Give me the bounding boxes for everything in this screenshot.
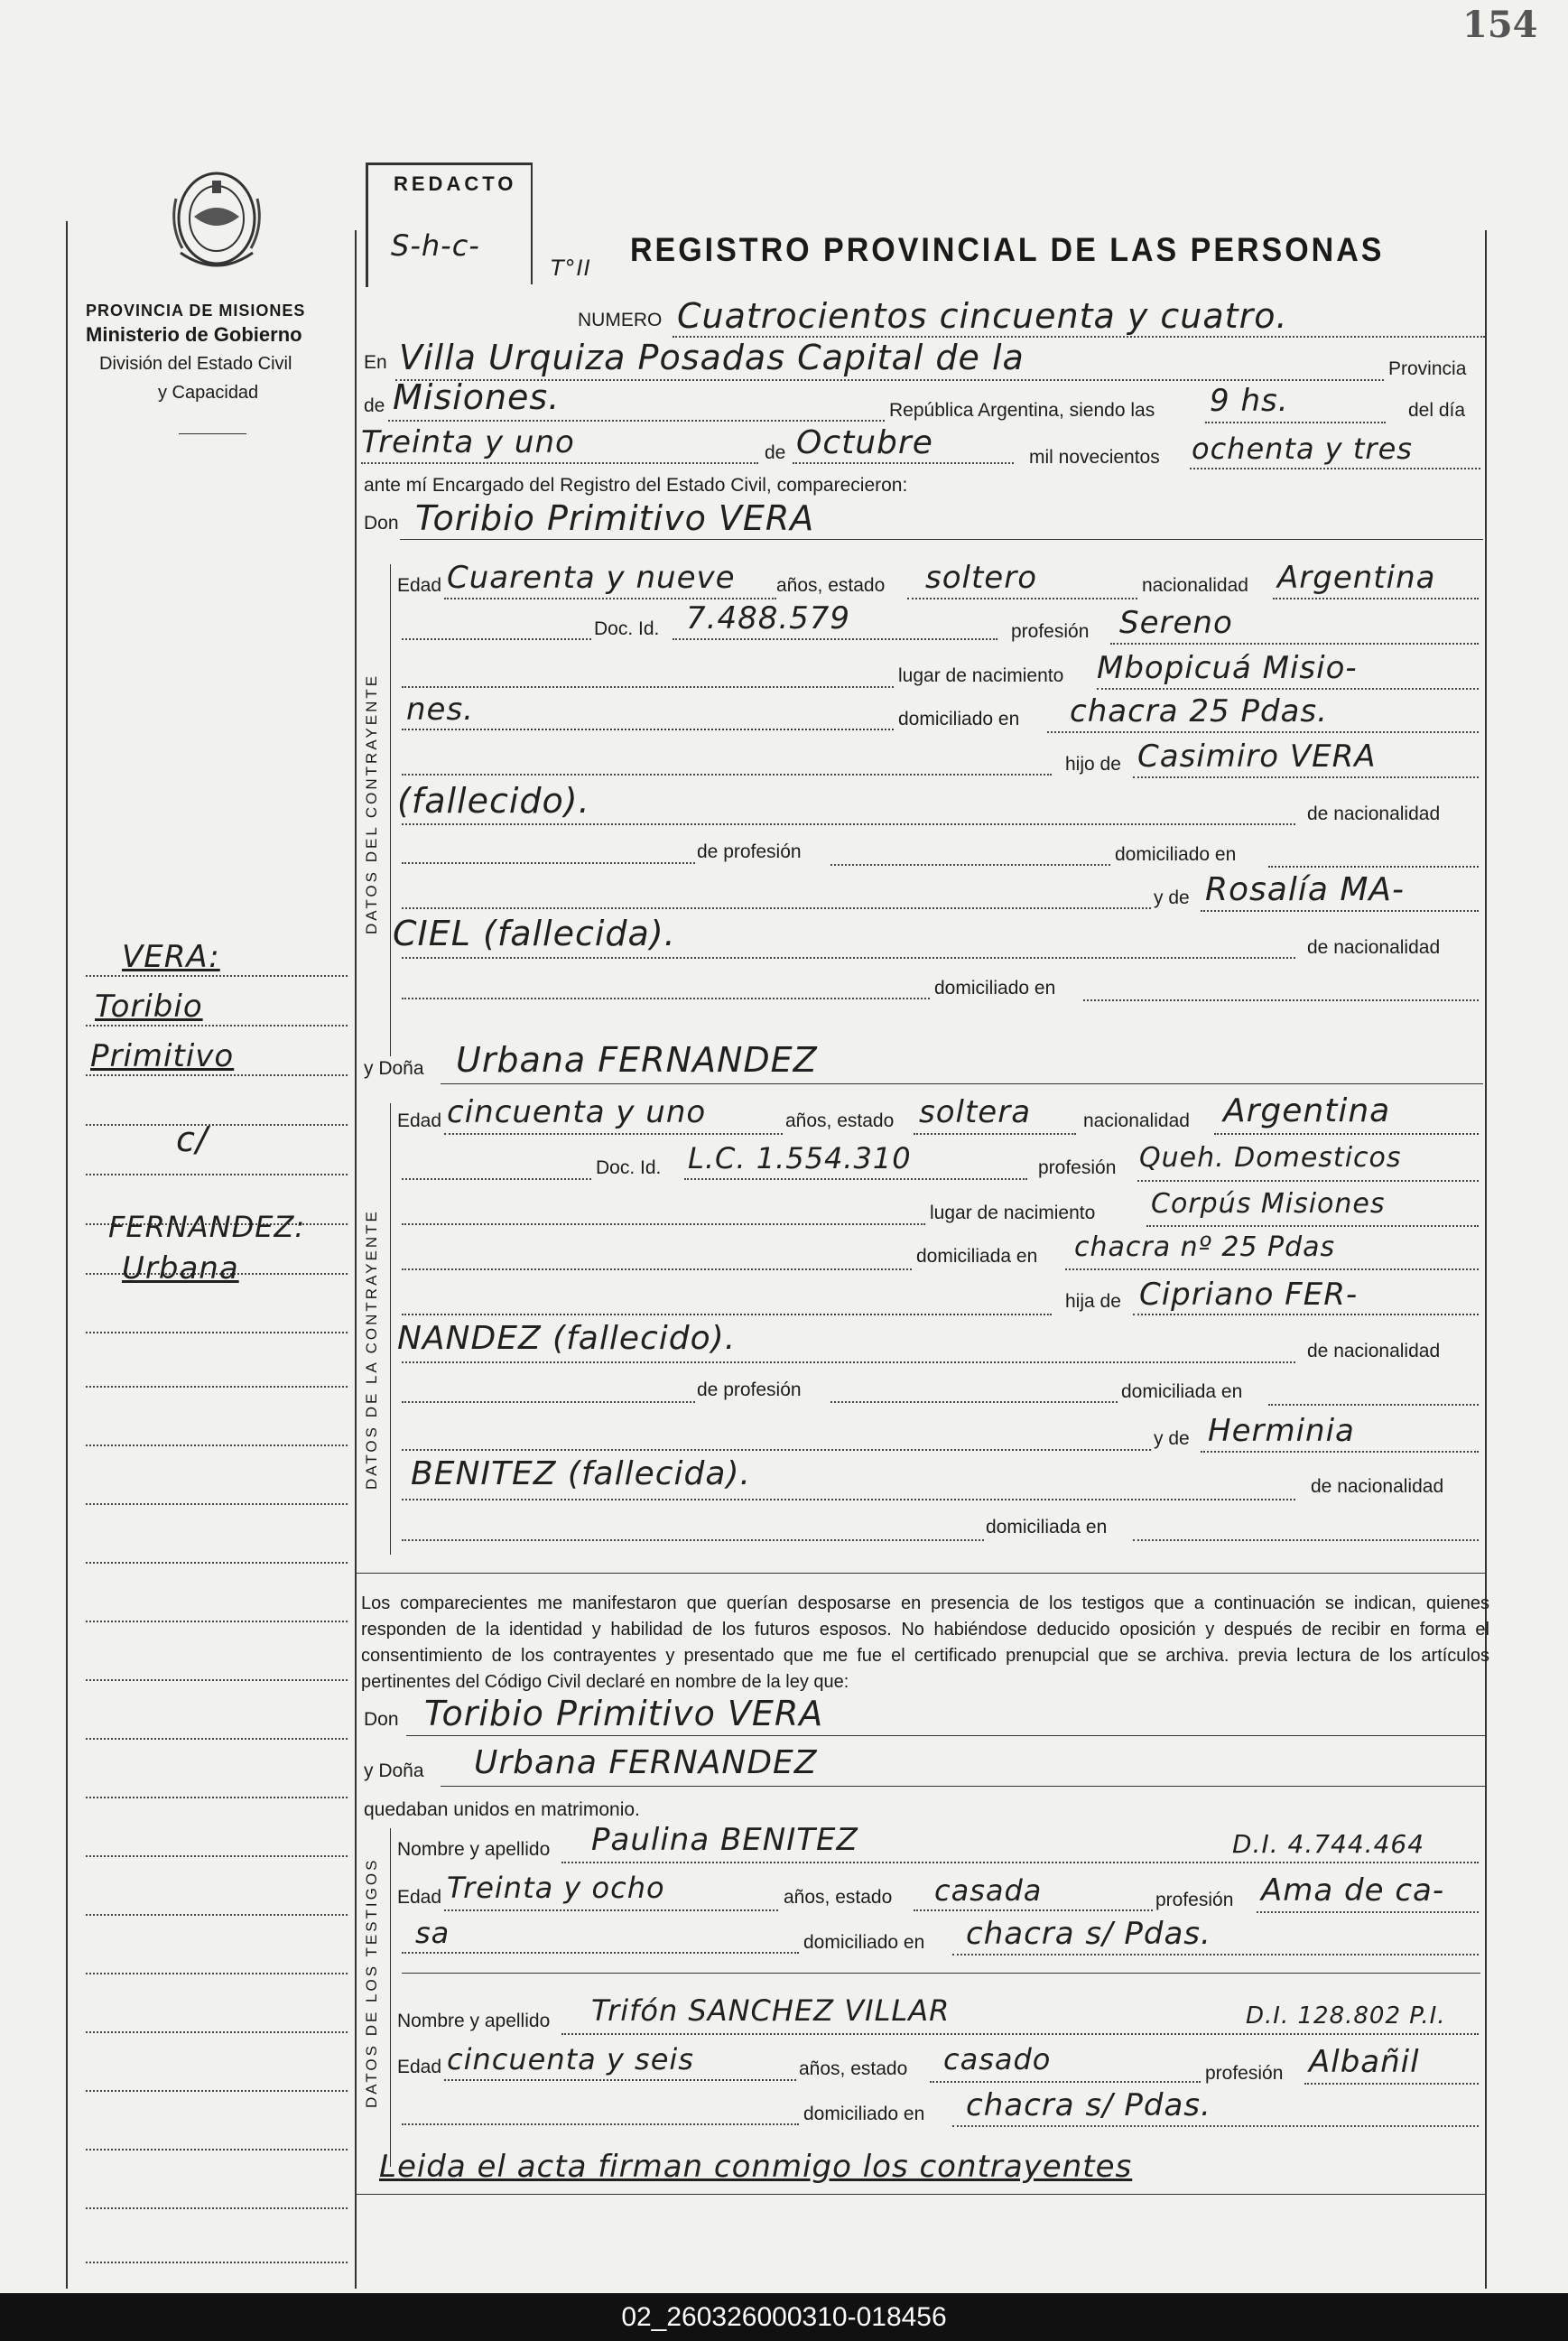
c2-madre-cont: BENITEZ (fallecida). <box>411 1455 751 1492</box>
c2-de-nac-2: de nacionalidad <box>1311 1476 1444 1497</box>
t1-edad: Treinta y ocho <box>447 1871 665 1905</box>
hora-value: 9 hs. <box>1210 383 1289 419</box>
ante-text: ante mí Encargado del Registro del Estado Civil, comparecieron: <box>364 475 908 496</box>
de-value: Misiones. <box>393 377 561 417</box>
c1-dom-en: domiciliado en <box>1115 844 1237 865</box>
t2-doc: D.I. 128.802 P.I. <box>1246 2002 1446 2030</box>
dona-label: y Doña <box>364 1058 424 1079</box>
provincia-label: Provincia <box>1388 358 1467 379</box>
c2-profesion: Queh. Domesticos <box>1139 1142 1402 1174</box>
t2-edad: cincuenta y seis <box>447 2042 694 2076</box>
c2-edad: cincuenta y uno <box>447 1094 707 1130</box>
document-id: 02_260326000310-018456 <box>621 2302 947 2332</box>
t1-dom-label: domiciliado en <box>803 1932 925 1953</box>
c2-dom-en: domiciliada en <box>1121 1381 1243 1402</box>
declaration-top-rule <box>355 1573 1485 1574</box>
t2-estado: casado <box>943 2042 1052 2076</box>
c1-estado: soltero <box>925 560 1037 596</box>
c1-section-label: DATOS DEL CONTRAYENTE <box>363 673 380 934</box>
quedaban-text: quedaban unidos en matrimonio. <box>364 1799 640 1820</box>
c2-edad-label: Edad <box>397 1110 442 1131</box>
c2-hija-label: hija de <box>1065 1291 1121 1312</box>
del-dia-label: del día <box>1408 400 1466 421</box>
c1-domicilio: chacra 25 Pdas. <box>1070 693 1328 729</box>
decl-dona-label: y Doña <box>364 1760 424 1781</box>
t1-prof-label: profesión <box>1155 1890 1234 1910</box>
document-id-bar <box>0 2293 1568 2341</box>
dona-value: Urbana FERNANDEZ <box>456 1040 818 1080</box>
republica-text: República Argentina, siendo las <box>889 400 1155 421</box>
t2-profesion: Albañil <box>1309 2044 1420 2080</box>
c1-edad: Cuarenta y nueve <box>447 560 736 596</box>
decl-don-underline <box>406 1735 1485 1736</box>
dia-value: Treinta y uno <box>361 424 575 460</box>
margin-note-line4: c/ <box>176 1119 209 1159</box>
decl-don-label: Don <box>364 1709 399 1730</box>
c1-y-de: y de <box>1154 887 1190 908</box>
c2-dom-label: domiciliada en <box>916 1246 1038 1267</box>
c2-de-nac: de nacionalidad <box>1307 1341 1441 1361</box>
closing-line: Leida el acta firman conmigo los contrayentes <box>379 2149 1133 2185</box>
c2-estado: soltera <box>919 1094 1032 1130</box>
tomo-mark: T°II <box>551 255 591 281</box>
t1-estado: casada <box>934 1873 1043 1908</box>
don-label: Don <box>364 513 399 534</box>
t1-doc: D.I. 4.744.464 <box>1232 1829 1425 1859</box>
redacto-box <box>366 163 533 287</box>
main-right-rule <box>1485 230 1487 2289</box>
agency-province: PROVINCIA DE MISIONES <box>86 302 306 320</box>
c1-madre: Rosalía MA- <box>1205 871 1406 908</box>
agency-ministry: Ministerio de Gobierno <box>86 323 302 346</box>
c1-block-rule <box>390 564 391 1056</box>
t1-prof-cont: sa <box>415 1916 450 1950</box>
c2-dom-en-2: domiciliada en <box>986 1517 1108 1537</box>
page-number: 154 <box>1462 4 1538 46</box>
document-title: REGISTRO PROVINCIAL DE LAS PERSONAS <box>630 231 1385 269</box>
c2-section-label: DATOS DE LA CONTRAYENTE <box>363 1209 380 1490</box>
c1-doc: 7.488.579 <box>686 600 851 636</box>
t1-nombre-label: Nombre y apellido <box>397 1839 551 1860</box>
anio-value: ochenta y tres <box>1192 432 1413 466</box>
c1-de-nac: de nacionalidad <box>1307 804 1441 824</box>
c1-de-nac-2: de nacionalidad <box>1307 937 1441 958</box>
margin-note-line1: VERA: <box>122 939 220 975</box>
c1-lugar: Mbopicuá Misio- <box>1097 650 1358 686</box>
c1-doc-label: Doc. Id. <box>594 618 660 639</box>
c1-dom-en-2: domiciliado en <box>934 978 1056 999</box>
t2-dom-label: domiciliado en <box>803 2104 925 2124</box>
en-value: Villa Urquiza Posadas Capital de la <box>399 338 1025 377</box>
c1-profesion: Sereno <box>1119 605 1233 641</box>
c1-madre-cont: CIEL (fallecida). <box>393 914 676 953</box>
c2-padre: Cipriano FER- <box>1139 1277 1359 1313</box>
c1-nac-label: nacionalidad <box>1142 575 1248 596</box>
en-label: En <box>364 352 387 373</box>
agency-division: División del Estado Civil <box>99 354 292 374</box>
c1-hijo-label: hijo de <box>1065 754 1121 775</box>
margin-note-line5: FERNANDEZ: <box>108 1210 306 1244</box>
c1-dom-label: domiciliado en <box>898 709 1020 729</box>
t2-nombre-label: Nombre y apellido <box>397 2011 551 2031</box>
c2-lugar-label: lugar de nacimiento <box>930 1203 1096 1223</box>
declaration-text: Los comparecientes me manifestaron que querían desposarse en presencia de los testigos que a continuación se indican, quienes responden de la identidad y habilidad de los futuros esposos. No habiéndose deducido oposición y después de recibir en forma el consentimiento de los contrayentes y presentado que me fue el certificado prenupcial que se archiva. previa lectura de los artículos pertinentes del Código Civil declaré en nombre de la ley que: <box>361 1593 1489 1692</box>
c2-prof-label: profesión <box>1038 1157 1117 1178</box>
margin-note-line3: Primitivo <box>90 1038 235 1074</box>
t1-edad-label: Edad <box>397 1887 442 1908</box>
decl-dona-underline <box>441 1786 1485 1787</box>
c1-padre: Casimiro VERA <box>1137 739 1377 775</box>
c1-padre-cont: (fallecido). <box>397 781 590 821</box>
c2-nac-label: nacionalidad <box>1083 1110 1190 1131</box>
testigos-separator <box>402 1973 1480 1974</box>
de-label: de <box>364 395 385 416</box>
t1-nombre: Paulina BENITEZ <box>591 1822 858 1858</box>
c2-doc: L.C. 1.554.310 <box>688 1141 912 1175</box>
c1-lugar-cont: nes. <box>406 692 474 728</box>
c1-lugar-label: lugar de nacimiento <box>898 665 1064 686</box>
c2-de-prof: de profesión <box>697 1380 802 1400</box>
testigos-block-rule <box>390 1828 391 2167</box>
mes-value: Octubre <box>796 424 933 461</box>
mil-label: mil novecientos <box>1029 447 1160 468</box>
c2-block-rule <box>390 1103 391 1555</box>
t2-prof-label: profesión <box>1205 2063 1284 2084</box>
numero-value: Cuatrocientos cincuenta y cuatro. <box>677 296 1288 336</box>
redacto-label: REDACTO <box>394 172 517 195</box>
don-value: Toribio Primitivo VERA <box>415 498 815 538</box>
t1-profesion: Ama de ca- <box>1261 1872 1445 1909</box>
c1-nacionalidad: Argentina <box>1277 560 1436 596</box>
agency-rule <box>179 433 246 434</box>
de-label-2: de <box>765 442 786 463</box>
c2-y-de: y de <box>1154 1428 1190 1449</box>
c1-anios-estado: años, estado <box>776 575 886 596</box>
testigos-section-label: DATOS DE LOS TESTIGOS <box>363 1857 380 2108</box>
c1-prof-label: profesión <box>1011 621 1090 642</box>
c2-madre: Herminia <box>1208 1413 1355 1449</box>
agency-capacity: y Capacidad <box>158 383 259 403</box>
decl-don-value: Toribio Primitivo VERA <box>424 1694 824 1733</box>
t1-domicilio: chacra s/ Pdas. <box>966 1916 1211 1952</box>
numero-label: NUMERO <box>578 310 663 330</box>
c2-doc-label: Doc. Id. <box>596 1157 662 1178</box>
main-left-rule <box>355 230 357 2289</box>
c2-padre-cont: NANDEZ (fallecido). <box>397 1320 737 1357</box>
redacto-value: S-h-c- <box>391 228 480 263</box>
don-underline <box>400 539 1483 540</box>
provincial-seal <box>162 163 271 280</box>
t2-anios-estado: años, estado <box>799 2058 908 2079</box>
c2-domicilio: chacra nº 25 Pdas <box>1074 1231 1336 1263</box>
t2-domicilio: chacra s/ Pdas. <box>966 2087 1211 2123</box>
c2-anios-estado: años, estado <box>785 1110 895 1131</box>
t1-anios-estado: años, estado <box>784 1887 893 1908</box>
t2-edad-label: Edad <box>397 2057 442 2077</box>
c1-edad-label: Edad <box>397 575 442 596</box>
left-margin-rule <box>66 221 68 2289</box>
c2-lugar: Corpús Misiones <box>1151 1188 1386 1220</box>
redacto-right-rule <box>531 163 533 284</box>
margin-note-line6: Urbana <box>122 1250 239 1287</box>
c2-nacionalidad: Argentina <box>1223 1092 1391 1129</box>
closing-rule <box>355 2194 1485 2195</box>
decl-dona-value: Urbana FERNANDEZ <box>474 1744 818 1781</box>
margin-note-line2: Toribio <box>95 989 203 1025</box>
c1-de-prof: de profesión <box>697 841 802 862</box>
dona-underline <box>441 1083 1483 1084</box>
t2-nombre: Trifón SANCHEZ VILLAR <box>591 1993 951 2028</box>
